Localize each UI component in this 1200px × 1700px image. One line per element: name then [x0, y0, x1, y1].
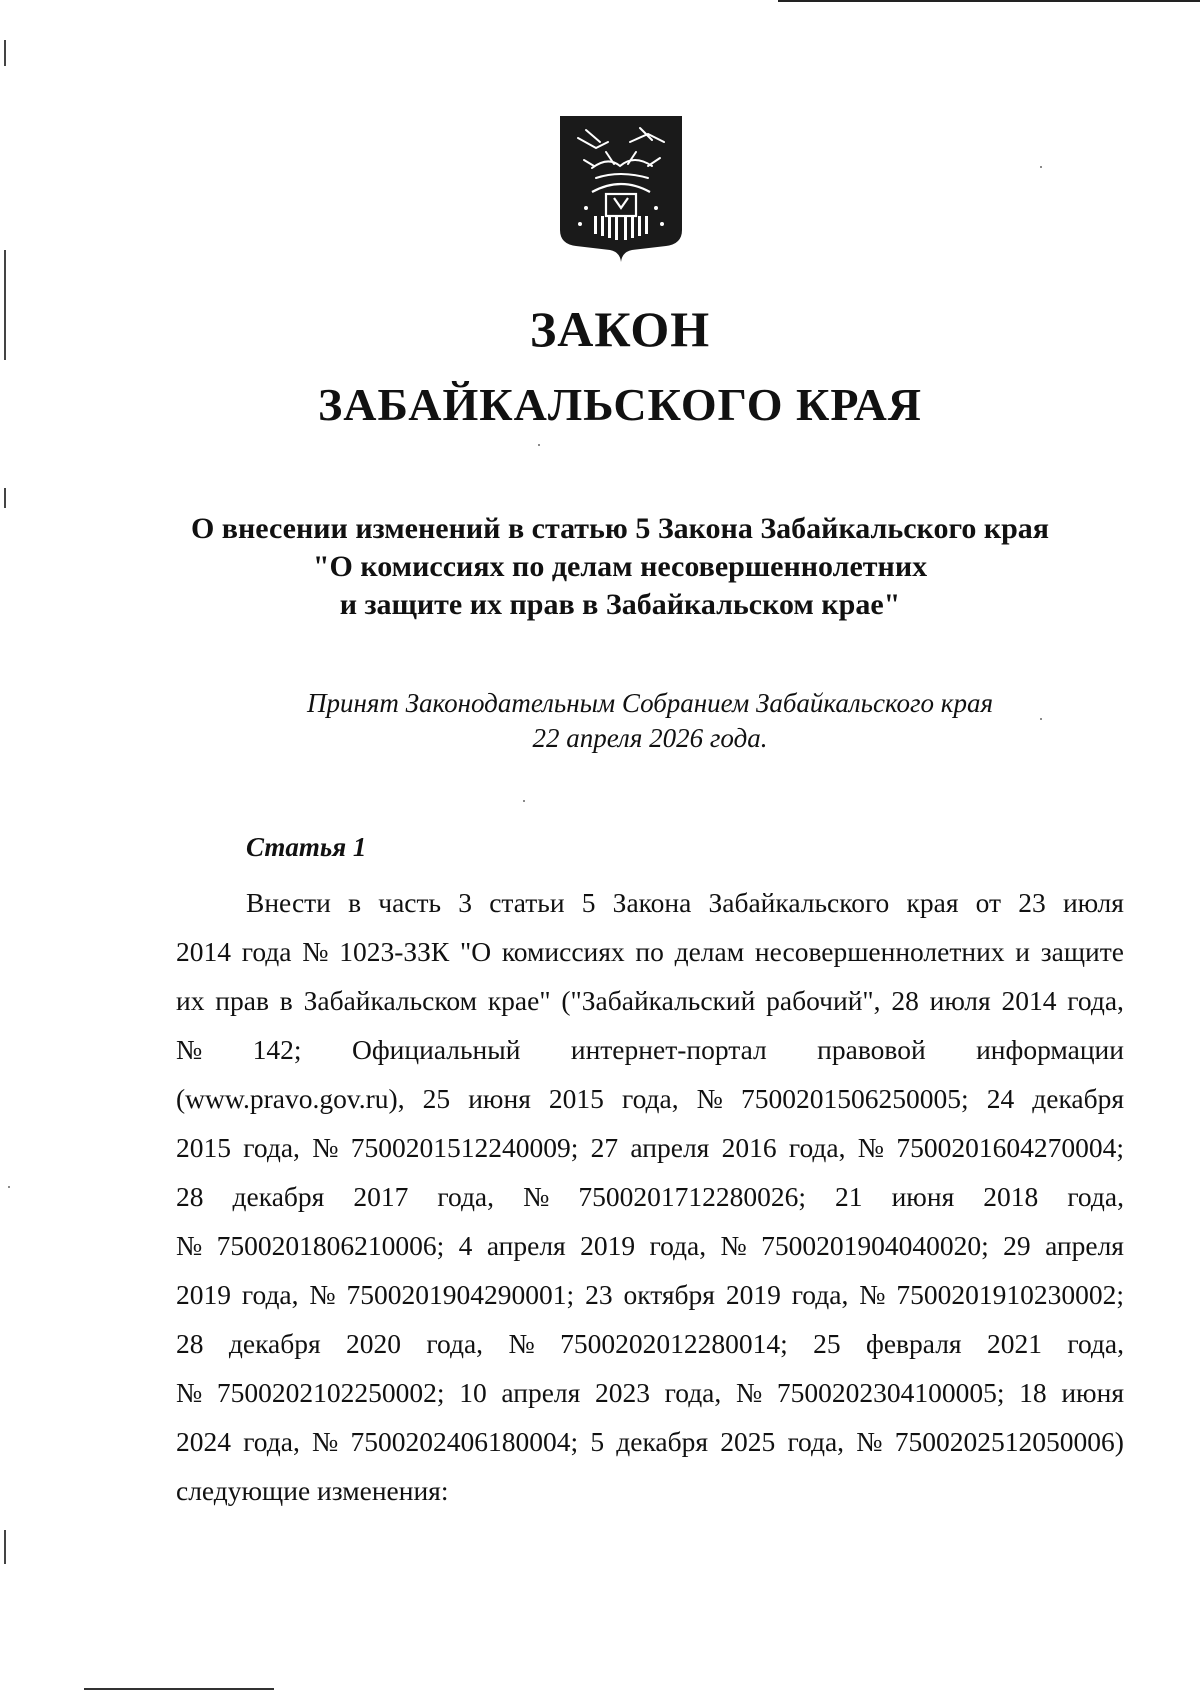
article-body-word: делам	[674, 936, 745, 967]
article-body-word: №	[508, 1328, 535, 1359]
article-body-word: июня	[1061, 1377, 1124, 1408]
article-body-word: апреля	[630, 1132, 710, 1163]
article-body-word: 23	[1018, 887, 1046, 918]
article-body-word: №	[312, 1426, 339, 1457]
article-body-word: 7500202406180004;	[350, 1426, 579, 1457]
article-body-word: №	[696, 1083, 723, 1114]
article-body-word: 18	[1019, 1377, 1047, 1408]
article-body-word: 25	[813, 1328, 841, 1359]
article-body-word: 2018	[983, 1181, 1039, 1212]
article-body-line	[176, 1172, 1124, 1221]
article-body-word: года,	[243, 1132, 300, 1163]
article-body-word: июля	[929, 985, 991, 1016]
article-body-word: 2017	[353, 1181, 409, 1212]
article-body-word: 142;	[252, 1034, 302, 1065]
article-body-word: 7500201512240009;	[350, 1132, 579, 1163]
article-body-word: декабря	[228, 1328, 321, 1359]
article-body-word: 2025	[720, 1426, 776, 1457]
article-body-word: 1023-ЗЗК	[339, 936, 450, 967]
article-body-line	[176, 976, 1124, 1025]
article-body-word: года,	[788, 1132, 846, 1163]
article-body-word: декабря	[616, 1426, 709, 1457]
article-body-word: апреля	[1045, 1230, 1124, 1261]
footer-line	[84, 1688, 274, 1690]
article-body-word: 7500201712280026;	[578, 1181, 806, 1212]
article-body-word: 28	[176, 1328, 204, 1359]
article-body-word: "О	[460, 936, 492, 967]
law-subject-line: "О комиссиях по делам несовершеннолетних	[312, 550, 928, 583]
article-body-word: крае"	[487, 985, 551, 1016]
article-body-line	[176, 1074, 1124, 1123]
article-heading: Статья 1	[246, 832, 367, 862]
article-body-word: года,	[241, 1279, 299, 1310]
article-body-word: 7500202512050006)	[894, 1426, 1124, 1457]
article-body-line	[176, 1319, 1124, 1368]
article-body-word: 28	[891, 985, 919, 1016]
article-body-word: информации	[976, 1034, 1124, 1065]
article-body-last-line	[176, 1466, 1124, 1515]
article-body-word: Закона	[612, 887, 692, 918]
article-body-word: 25	[422, 1083, 451, 1114]
article-body-word: интернет-портал	[570, 1034, 767, 1065]
article-body-word: 2019	[176, 1279, 231, 1310]
article-body-word: 21	[835, 1181, 863, 1212]
article-body-word: в	[279, 985, 293, 1016]
article-body-word: февраля	[866, 1328, 962, 1359]
article-body-word: октября	[623, 1279, 715, 1310]
scan-speck	[1040, 166, 1042, 168]
article-body-word: 7500201904290001;	[346, 1279, 575, 1310]
article-body-word: №	[523, 1181, 550, 1212]
article-body-word: апреля	[486, 1230, 566, 1261]
article-body-word: 2024	[176, 1426, 231, 1457]
scan-speck	[538, 444, 540, 446]
article-body-word: года,	[1067, 1328, 1124, 1359]
scan-speck	[523, 800, 525, 802]
article-body-word: 10	[459, 1377, 487, 1408]
article-body-word: года,	[787, 1426, 845, 1457]
article-body-word: №	[857, 1132, 885, 1163]
article-body-word: 2015	[176, 1132, 231, 1163]
article-body-word: часть	[378, 887, 442, 918]
article-body-word: 7500201604270004;	[896, 1132, 1124, 1163]
article-body-word: комиссиях	[501, 936, 625, 967]
article-body-word: Забайкальском	[303, 985, 477, 1016]
scan-margin-mark	[4, 1530, 6, 1564]
article-body-word: 5	[581, 887, 596, 918]
article-body-word: рабочий",	[766, 985, 881, 1016]
article-body-word: года,	[426, 1328, 484, 1359]
article-body-word: защите	[1040, 936, 1124, 967]
article-body-word: года	[241, 936, 292, 967]
article-body-word: 29	[1003, 1230, 1031, 1261]
article-body-word: 7500202012280014;	[560, 1328, 788, 1359]
article-body-word: по	[635, 936, 664, 967]
article-body-word: Забайкальского	[708, 887, 890, 918]
article-body-word: года,	[1067, 985, 1124, 1016]
article-body-line	[176, 878, 1124, 927]
article-body-word: №	[856, 1426, 883, 1457]
article-body-word: 27	[590, 1132, 619, 1163]
article-body-word: и	[1015, 936, 1031, 967]
article-body-word: 5	[590, 1426, 605, 1457]
article-body-line	[176, 1025, 1124, 1074]
article-body-word: 23	[585, 1279, 613, 1310]
article-body-word: года,	[621, 1083, 679, 1114]
article-body-word: №	[735, 1377, 763, 1408]
article-body-word: июля	[1062, 887, 1124, 918]
article-body-word: 7500201904040020;	[761, 1230, 989, 1261]
law-region-title: ЗАБАЙКАЛЬСКОГО КРАЯ	[317, 379, 923, 430]
article-body-word: №	[302, 936, 329, 967]
article-body-word: 7500201806210006;	[216, 1230, 445, 1261]
article-body-word: Официальный	[351, 1034, 521, 1065]
article-body-word: 24	[986, 1083, 1015, 1114]
article-body-line	[176, 1270, 1124, 1319]
article-body-word: года,	[437, 1181, 495, 1212]
article-body-word: №	[176, 1377, 203, 1408]
article-body-word: №	[309, 1279, 336, 1310]
law-subject	[150, 510, 1090, 624]
article-body-line-text: следующие изменения:	[176, 1475, 449, 1506]
article-body-word: года,	[649, 1230, 707, 1261]
article-body-word: №	[176, 1230, 203, 1261]
article-body-word: 3	[458, 887, 473, 918]
coat-of-arms-emblem	[556, 112, 686, 264]
article-body-word: края	[906, 887, 959, 918]
article-body-word: №	[720, 1230, 747, 1261]
adoption-note-line: Принят Законодательным Собранием Забайкальского края	[306, 688, 993, 718]
article-body-line	[176, 1368, 1124, 1417]
article-body-word: декабря	[1032, 1083, 1124, 1114]
article-body-line	[176, 1417, 1124, 1466]
law-title: ЗАКОН	[529, 301, 711, 357]
article-body-word: №	[859, 1279, 886, 1310]
article-body-word: года,	[1067, 1181, 1124, 1212]
adoption-date: 22 апреля 2026 года.	[532, 723, 768, 753]
article-body-word: года,	[243, 1426, 300, 1457]
article-body-word: 2016	[721, 1132, 777, 1163]
article-body-word: №	[176, 1034, 203, 1065]
article-body-word: декабря	[232, 1181, 325, 1212]
law-subject-line: и защите их прав в Забайкальском крае"	[339, 588, 901, 621]
article-body-word: 2020	[346, 1328, 402, 1359]
article-body-word: 2023	[594, 1377, 650, 1408]
scan-edge-line	[778, 0, 1200, 2]
article-body-word: прав	[215, 985, 269, 1016]
article-body-word: 2019	[580, 1230, 636, 1261]
adoption-note	[200, 686, 1100, 756]
article-body-word: апреля	[501, 1377, 581, 1408]
article-body-word: (www.pravo.gov.ru),	[176, 1083, 405, 1114]
article-body-word: 2014	[176, 936, 231, 967]
article-body-word: 2021	[986, 1328, 1042, 1359]
law-subject-line: О внесении изменений в статью 5 Закона Забайкальского края	[190, 512, 1050, 545]
article-body-word: 4	[458, 1230, 473, 1261]
article-body-word: правовой	[817, 1034, 926, 1065]
article-body	[176, 878, 1124, 1515]
article-body-word: их	[176, 985, 205, 1016]
article-body-word: 28	[176, 1181, 204, 1212]
article-body-word: ("Забайкальский	[561, 985, 756, 1016]
article-body-word: Внести	[246, 887, 331, 918]
article-body-line	[176, 927, 1124, 976]
article-body-word: 2019	[725, 1279, 781, 1310]
article-body-word: года,	[791, 1279, 849, 1310]
article-body-word: июня	[891, 1181, 955, 1212]
article-body-word: июня	[468, 1083, 531, 1114]
article-body-word: несовершеннолетних	[754, 936, 1005, 967]
article-body-line	[176, 1123, 1124, 1172]
article-body-word: от	[975, 887, 1002, 918]
article-body-word: 2015	[548, 1083, 604, 1114]
article-body-word: 7500202102250002;	[216, 1377, 445, 1408]
article-body-word: в	[348, 887, 362, 918]
article-body-word: статьи	[489, 887, 565, 918]
article-body-word: 2014	[1001, 985, 1057, 1016]
article-body-word: года,	[664, 1377, 722, 1408]
article-body-word: 7500201910230002;	[896, 1279, 1124, 1310]
article-body-line	[176, 1221, 1124, 1270]
scan-speck	[8, 1186, 10, 1188]
article-body-word: №	[312, 1132, 339, 1163]
article-body-word: 7500202304100005;	[776, 1377, 1005, 1408]
article-body-word: 7500201506250005;	[740, 1083, 969, 1114]
scan-margin-mark	[4, 488, 6, 508]
scan-margin-mark	[4, 40, 6, 66]
